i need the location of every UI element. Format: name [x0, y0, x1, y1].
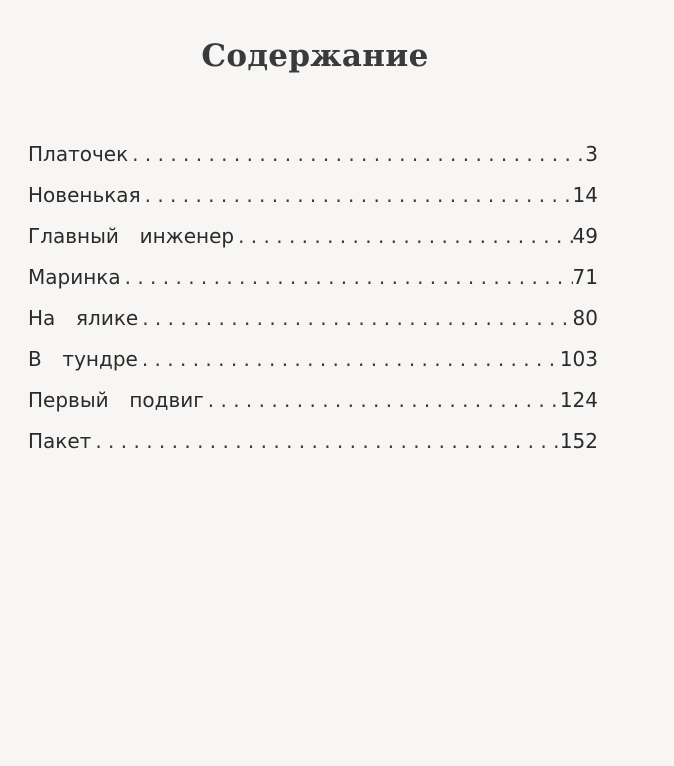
toc-entry-title: Главный инженер — [28, 224, 235, 248]
toc-entry-page-number: 124 — [559, 388, 598, 412]
toc-entry — [28, 380, 598, 421]
toc-entry-page-number: 80 — [572, 306, 598, 330]
toc-entry-title: Платочек — [28, 142, 129, 166]
toc-entry — [28, 134, 598, 175]
toc-entry-page-number: 14 — [572, 183, 598, 207]
toc-entry — [28, 421, 598, 462]
dot-leader — [138, 298, 572, 339]
toc-entry-title: Первый подвиг — [28, 388, 204, 412]
toc-entry — [28, 216, 598, 257]
table-of-contents — [28, 134, 598, 462]
page-title: Содержание — [201, 38, 429, 74]
dot-leader — [121, 257, 573, 298]
toc-entry-title: В тундре — [28, 347, 138, 371]
dot-leader — [138, 339, 560, 380]
dot-leader — [234, 216, 572, 257]
toc-entry — [28, 298, 598, 339]
toc-entry-page-number: 49 — [572, 224, 598, 248]
toc-entry-page-number: 3 — [585, 142, 598, 166]
toc-entry-page-number: 152 — [559, 429, 598, 453]
dot-leader — [128, 134, 585, 175]
toc-entry-title: Новенькая — [28, 183, 141, 207]
dot-leader — [141, 175, 573, 216]
toc-entry-title: Пакет — [28, 429, 92, 453]
toc-entry-page-number: 71 — [572, 265, 598, 289]
dot-leader — [91, 421, 559, 462]
toc-entry — [28, 339, 598, 380]
toc-entry-page-number: 103 — [559, 347, 598, 371]
dot-leader — [204, 380, 560, 421]
toc-entry — [28, 257, 598, 298]
toc-entry-title: На ялике — [28, 306, 139, 330]
toc-entry — [28, 175, 598, 216]
toc-entry-title: Маринка — [28, 265, 121, 289]
